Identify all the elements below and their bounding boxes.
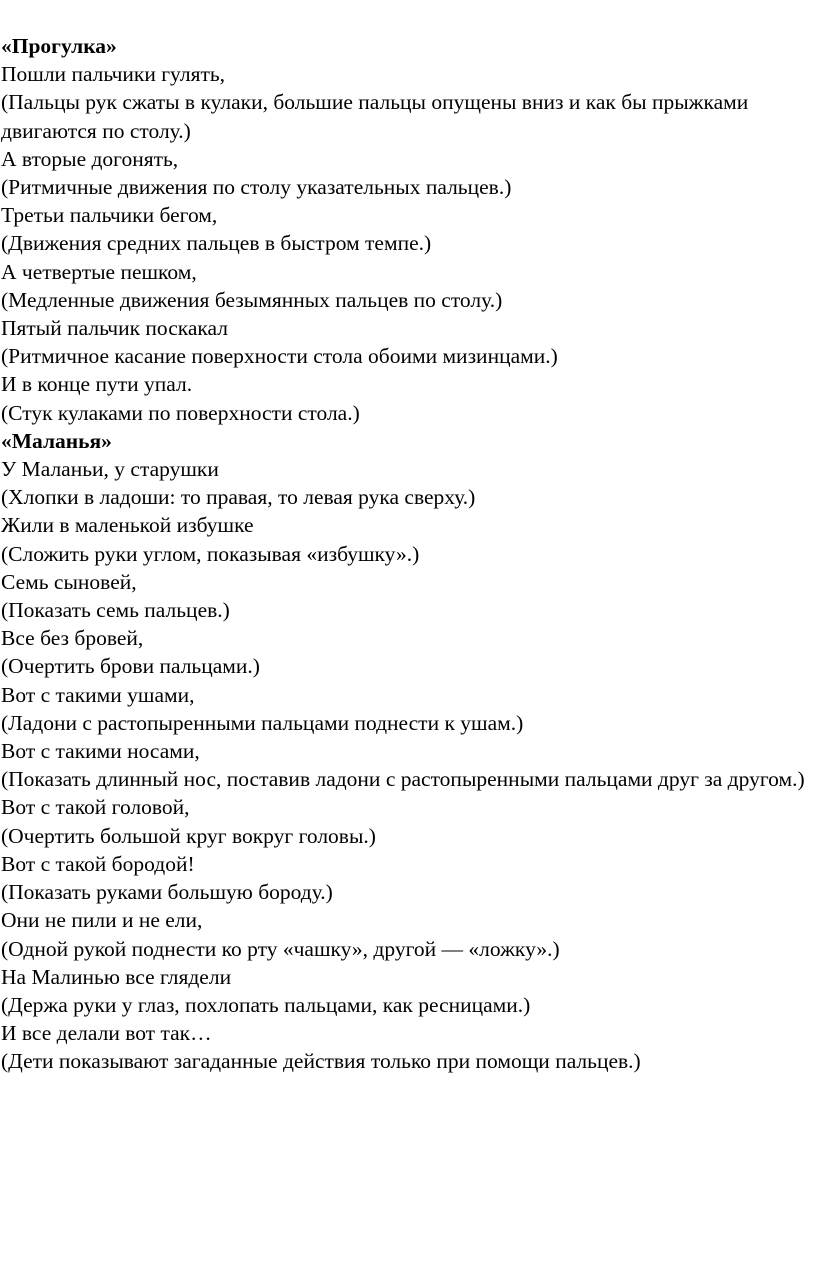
instruction-line: (Стук кулаками по поверхности стола.) (1, 400, 360, 425)
instruction-line: (Показать длинный нос, поставив ладони с растопыренными пальцами друг за другом.) (1, 767, 805, 792)
section-title: «Прогулка» (1, 34, 117, 58)
verse-line: Пошли пальчики гулять, (1, 62, 226, 87)
instruction-line: (Показать руками большую бороду.) (1, 880, 333, 905)
instruction-line: (Показать семь пальцев.) (1, 598, 230, 623)
verse-line: Семь сыновей, (1, 569, 137, 594)
document-page (0, 32, 810, 1076)
instruction-line: (Ритмичное касание поверхности стола обоими мизинцами.) (1, 344, 558, 369)
verse-line: Вот с такими носами, (1, 739, 200, 764)
verse-line: И в конце пути упал. (1, 372, 193, 397)
verse-line: У Маланьи, у старушки (1, 457, 219, 482)
instruction-line: (Держа руки у глаз, похлопать пальцами, как ресницами.) (1, 992, 531, 1017)
instruction-line: (Ладони с растопыренными пальцами поднести к ушам.) (1, 710, 524, 735)
section-progulka (0, 32, 810, 427)
verse-line: Пятый пальчик поскакал (1, 316, 228, 341)
verse-line: На Малинью все глядели (1, 964, 232, 989)
instruction-line: (Дети показывают загаданные действия только при помощи пальцев.) (1, 1049, 641, 1074)
verse-line: Вот с такой головой, (1, 795, 190, 820)
verse-line: А вторые догонять, (1, 146, 179, 171)
instruction-line: (Ритмичные движения по столу указательных пальцев.) (1, 175, 512, 200)
instruction-line: (Пальцы рук сжаты в кулаки, большие пальцы опущены вниз и как бы прыжками двигаются по столу.) (1, 90, 749, 143)
instruction-line: (Одной рукой поднести ко рту «чашку», другой — «ложку».) (1, 936, 560, 961)
verse-line: Все без бровей, (1, 626, 144, 651)
verse-line: А четвертые пешком, (1, 259, 197, 284)
section-malanya (0, 427, 810, 1076)
verse-line: Жили в маленькой избушке (1, 513, 254, 538)
verse-line: И все делали вот так… (1, 1021, 212, 1046)
instruction-line: (Очертить брови пальцами.) (1, 654, 260, 679)
verse-line: Они не пили и не ели, (1, 908, 203, 933)
instruction-line: (Очертить большой круг вокруг головы.) (1, 823, 376, 848)
verse-line: Третьи пальчики бегом, (1, 203, 218, 228)
instruction-line: (Медленные движения безымянных пальцев по столу.) (1, 287, 503, 312)
instruction-line: (Хлопки в ладоши: то правая, то левая рука сверху.) (1, 485, 476, 510)
section-title: «Маланья» (1, 428, 112, 453)
verse-line: Вот с такой бородой! (1, 851, 195, 876)
instruction-line: (Сложить руки углом, показывая «избушку».) (1, 541, 420, 566)
verse-line: Вот с такими ушами, (1, 682, 195, 707)
instruction-line: (Движения средних пальцев в быстром темпе.) (1, 231, 432, 256)
